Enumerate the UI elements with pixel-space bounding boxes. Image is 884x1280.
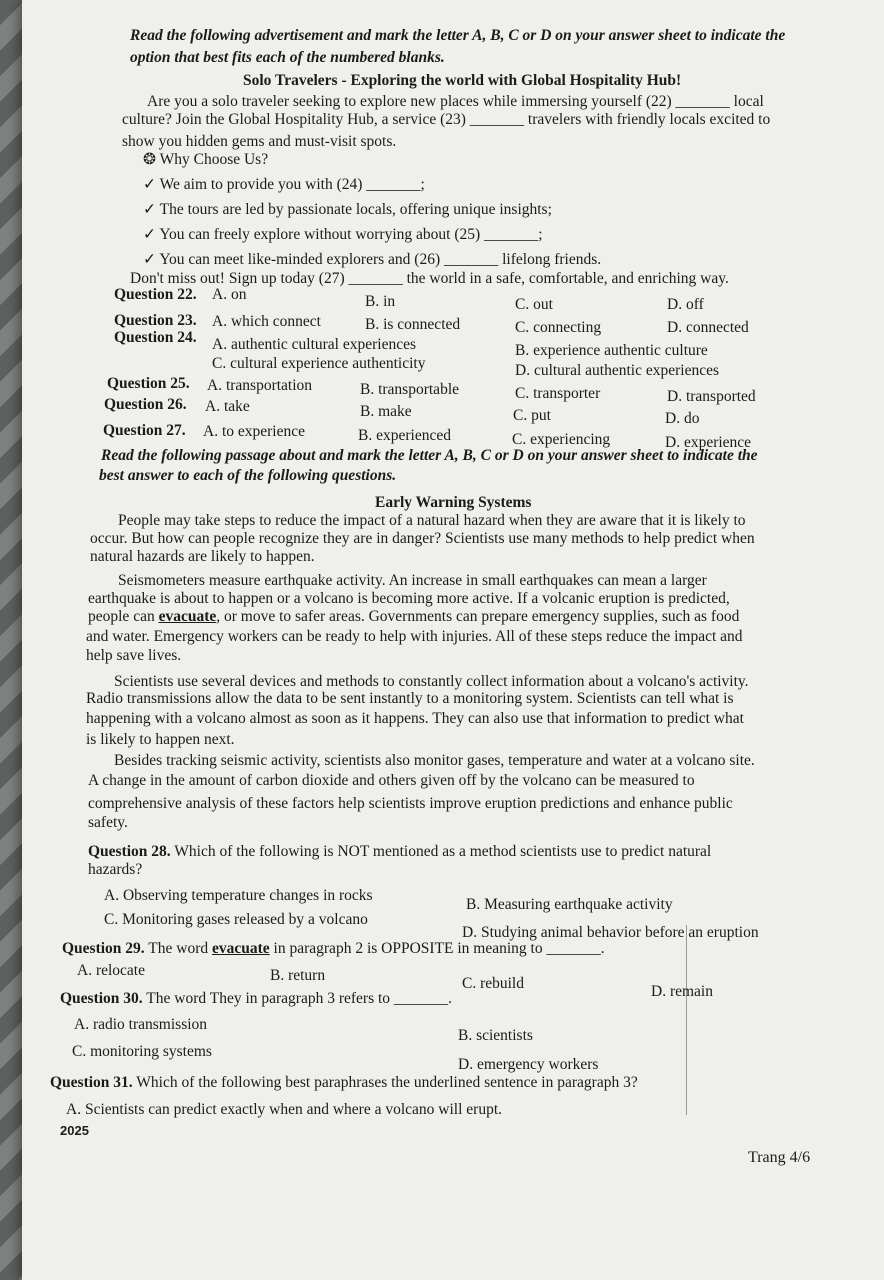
evacuate-word: evacuate (158, 608, 217, 625)
q23-option-c[interactable]: C. connecting (515, 319, 602, 336)
passage-line: safety. (88, 814, 128, 831)
ad-line-3: show you hidden gems and must-visit spots. (122, 133, 397, 150)
check-icon: ✓ (143, 176, 156, 193)
instruction-2-line-1: Read the following passage about and mark the letter A, B, C or D on your answer sheet to indicate the (101, 447, 758, 464)
q30-option-c[interactable]: C. monitoring systems (72, 1043, 212, 1060)
q22-option-d[interactable]: D. off (667, 296, 704, 313)
question-24-label: Question 24. (114, 329, 197, 346)
passage-line: help save lives. (86, 647, 182, 664)
check-icon: ✓ (143, 201, 156, 218)
checklist-item: ✓ The tours are led by passionate locals, offering unique insights; (143, 201, 552, 218)
passage-line: earthquake is about to happen or a volcano is becoming more active. If a volcanic eruption is predicted, (88, 590, 730, 607)
ad-closing: Don't miss out! Sign up today (27) _______ the world in a safe, comfortable, and enriching way. (130, 270, 729, 287)
question-29-stem: Question 29. The word evacuate in paragraph 2 is OPPOSITE in meaning to _______. (62, 940, 605, 957)
passage-line: Scientists use several devices and methods to constantly collect information about a volcano's activity. (114, 673, 749, 690)
q25-option-c[interactable]: C. transporter (515, 385, 601, 402)
why-choose-us: ❂ Why Choose Us? (143, 151, 269, 168)
passage-line: and water. Emergency workers can be ready to help with injuries. All of these steps reduce the impact and (86, 628, 743, 645)
q26-option-b[interactable]: B. make (360, 403, 412, 420)
passage-line: People may take steps to reduce the impact of a natural hazard when they are aware that it is likely to (118, 512, 746, 529)
q29-option-a[interactable]: A. relocate (77, 962, 145, 979)
check-icon: ✓ (143, 226, 156, 243)
check-icon: ✓ (143, 251, 156, 268)
q22-option-c[interactable]: C. out (515, 296, 553, 313)
q23-option-d[interactable]: D. connected (667, 319, 749, 336)
q22-option-b[interactable]: B. in (365, 293, 396, 310)
ad-title: Solo Travelers - Exploring the world with Global Hospitality Hub! (243, 72, 682, 89)
q24-option-d[interactable]: D. cultural authentic experiences (515, 362, 719, 379)
q29-option-c[interactable]: C. rebuild (462, 975, 524, 992)
instruction-line-2: option that best fits each of the numbered blanks. (130, 49, 445, 66)
question-26-label: Question 26. (104, 396, 187, 413)
passage-line: natural hazards are likely to happen. (90, 548, 315, 565)
question-22-label: Question 22. (114, 286, 197, 303)
passage-line: Seismometers measure earthquake activity. An increase in small earthquakes can mean a larger (118, 572, 707, 589)
q26-option-c[interactable]: C. put (513, 407, 551, 424)
q31-option-a[interactable]: A. Scientists can predict exactly when and where a volcano will erupt. (66, 1101, 503, 1118)
question-28-stem: Question 28. Which of the following is NOT mentioned as a method scientists use to predict natural (88, 843, 712, 860)
q28-option-a[interactable]: A. Observing temperature changes in rocks (104, 887, 373, 904)
instruction-line-1: Read the following advertisement and mark the letter A, B, C or D on your answer sheet to indicate the (130, 27, 786, 44)
passage-line: A change in the amount of carbon dioxide and others given off by the volcano can be measured to (88, 772, 695, 789)
q24-option-c[interactable]: C. cultural experience authenticity (212, 355, 426, 372)
q29-option-d[interactable]: D. remain (651, 983, 713, 1000)
checklist-item: ✓ We aim to provide you with (24) _______; (143, 176, 425, 193)
q25-option-d[interactable]: D. transported (667, 388, 756, 405)
passage-title: Early Warning Systems (375, 494, 532, 511)
checklist-item: ✓ You can meet like-minded explorers and (26) _______ lifelong friends. (143, 251, 602, 268)
question-25-label: Question 25. (107, 375, 190, 392)
fold-line (686, 925, 687, 1115)
question-30-stem: Question 30. The word They in paragraph 3 refers to _______. (60, 990, 453, 1007)
bullet-icon: ❂ (143, 151, 156, 168)
passage-line: happening with a volcano almost as soon as it happens. They can also use that information to predict what (86, 710, 744, 727)
q28-option-d[interactable]: D. Studying animal behavior before an eruption (462, 924, 759, 941)
q30-option-a[interactable]: A. radio transmission (74, 1016, 208, 1033)
checklist-item: ✓ You can freely explore without worrying about (25) _______; (143, 226, 543, 243)
passage-line: is likely to happen next. (86, 731, 235, 748)
ad-line-1: Are you a solo traveler seeking to explore new places while immersing yourself (22) _______ local (147, 93, 764, 110)
q30-option-d[interactable]: D. emergency workers (458, 1056, 599, 1073)
q24-option-a[interactable]: A. authentic cultural experiences (212, 336, 416, 353)
q22-option-a[interactable]: A. on (212, 286, 247, 303)
q25-option-b[interactable]: B. transportable (360, 381, 460, 398)
question-31-stem: Question 31. Which of the following best paraphrases the underlined sentence in paragraph 3? (50, 1074, 638, 1091)
passage-line: Radio transmissions allow the data to be sent instantly to a monitoring system. Scientists can tell what is (86, 690, 734, 707)
q25-option-a[interactable]: A. transportation (207, 377, 313, 394)
q27-option-a[interactable]: A. to experience (203, 423, 305, 440)
q27-option-d[interactable]: D. experience (665, 434, 752, 451)
question-23-label: Question 23. (114, 312, 197, 329)
q28-option-b[interactable]: B. Measuring earthquake activity (466, 896, 673, 913)
footer-year: 2025 (60, 1123, 89, 1138)
q27-option-b[interactable]: B. experienced (358, 427, 451, 444)
q24-option-b[interactable]: B. experience authentic culture (515, 342, 708, 359)
passage-line: people can evacuate, or move to safer areas. Governments can prepare emergency supplies, such as food (88, 608, 740, 625)
q23-option-b[interactable]: B. is connected (365, 316, 461, 333)
passage-line: occur. But how can people recognize they are in danger? Scientists use many methods to help predict when (90, 530, 755, 547)
passage-line: comprehensive analysis of these factors help scientists improve eruption predictions and enhance public (88, 795, 733, 812)
q27-option-c[interactable]: C. experiencing (512, 431, 611, 448)
q28-option-c[interactable]: C. Monitoring gases released by a volcano (104, 911, 368, 928)
page-number: Trang 4/6 (748, 1149, 811, 1166)
q23-option-a[interactable]: A. which connect (212, 313, 321, 330)
q30-option-b[interactable]: B. scientists (458, 1027, 533, 1044)
instruction-2-line-2: best answer to each of the following questions. (99, 467, 397, 484)
q26-option-a[interactable]: A. take (205, 398, 250, 415)
q26-option-d[interactable]: D. do (665, 410, 700, 427)
passage-line: Besides tracking seismic activity, scientists also monitor gases, temperature and water at a volcano site. (114, 752, 755, 769)
question-27-label: Question 27. (103, 422, 186, 439)
question-28-stem-2: hazards? (88, 861, 143, 878)
q29-option-b[interactable]: B. return (270, 967, 326, 984)
ad-line-2: culture? Join the Global Hospitality Hub, a service (23) _______ travelers with friendly locals excited to (122, 111, 771, 128)
